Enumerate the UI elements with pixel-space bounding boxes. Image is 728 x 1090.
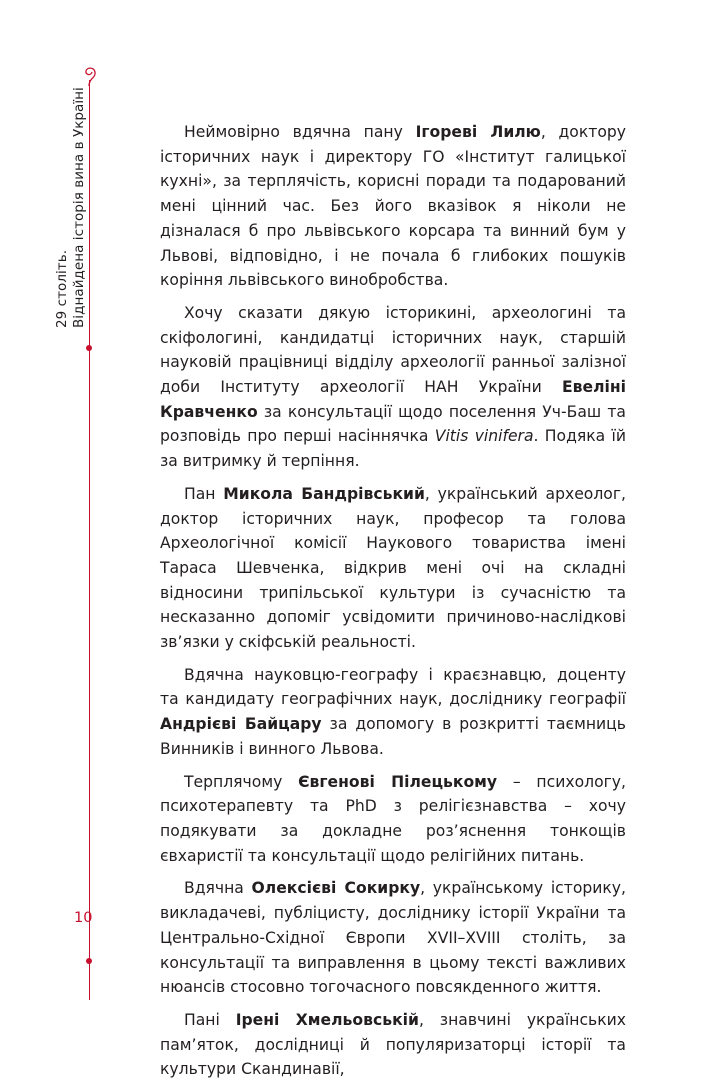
text-run: . Подяка їй за витримку й терпіння. xyxy=(160,427,627,471)
text-run: , знавчині українських пам’яток, дослідниці й популяризаторці історії та культури Скандинавії, xyxy=(160,1010,626,1079)
paragraph xyxy=(160,770,626,869)
text-run: Неймовірно вдячна пану xyxy=(184,123,416,141)
text-run: Vitis vinifera xyxy=(434,427,534,446)
paragraph xyxy=(160,482,626,655)
paragraph xyxy=(160,663,626,762)
text-run: за допомогу в розкритті таємниць Винників і винного Львова. xyxy=(160,715,626,758)
text-run: – психологу, психотерапевту та PhD з релігієзнавства – хочу подякувати за докладне роз’яснення тонкощів євхаристії та консультації щодо релігійних питань. xyxy=(160,772,626,865)
text-run: , український археолог, доктор історичних наук, професор та голова Археологічної комісії Наукового товариства імені Тараса Шевченка, відкрив мені очі на складні відносини трипільської культури із сучасністю та несказанно допоміг усвідомити причиново-наслідкові зв’язки у скіфській реальності. xyxy=(160,484,626,652)
text-run: за консультації щодо поселення Уч-Баш та розповідь про перші насіннячка xyxy=(160,402,626,446)
person-name: Андрієві Байцару xyxy=(160,715,322,734)
text-run: Вдячна науковцю-географу і краєзнавцю, доценту та кандидату географічних наук, досліднику географії xyxy=(160,665,626,709)
paragraph xyxy=(160,301,626,474)
text-run: , доктору історичних наук і директору ГО «Інститут галицької кухні», за терплячість, корисні поради та подарований мені цінний час. Без його вказівок я ніколи не дізналася б про львівського корсара та винний бум у Львові, відповідно, і не почала б глибоких пошуків коріння львівського винобробства. xyxy=(160,123,626,290)
person-name: Ірені Хмельовській xyxy=(235,1010,419,1029)
text-run: Хочу сказати дякую історикині, археологині та скіфологині, кандидатці історичних наук, старшій науковій працівниці відділу археології ранньої залізної доби Інституту археології НАН України xyxy=(160,303,626,397)
page-number: 10 xyxy=(74,910,93,926)
running-head-line1: 29 століть. xyxy=(54,249,70,328)
text-run: , українському історику, викладачеві, публіцисту, досліднику історії України та Центрально-Східної Європи XVII–XVIII століть, за консультації та виправлення в цьому тексті важливих нюансів стосовно тогочасного повсякденного життя. xyxy=(160,879,626,997)
sidebar-rule xyxy=(89,80,90,1000)
paragraph xyxy=(160,1008,626,1082)
paragraph xyxy=(160,120,626,293)
running-head-line2: Віднайдена історія вина в Україні xyxy=(71,87,87,328)
person-name: Олексієві Сокирку xyxy=(251,879,421,898)
sidebar-dot-upper xyxy=(86,345,92,351)
body-text xyxy=(160,120,626,1090)
running-head xyxy=(54,87,88,328)
text-run: Пані xyxy=(184,1010,236,1029)
swirl-ornament-icon xyxy=(81,64,99,86)
person-name: Евеліні Кравченко xyxy=(160,378,626,421)
text-run: Вдячна xyxy=(184,879,252,898)
person-name: Микола Бандрівський xyxy=(223,484,425,503)
person-name: Ігореві Лилю xyxy=(415,123,541,141)
text-run: Терплячому xyxy=(184,772,299,791)
person-name: Євгенові Пілецькому xyxy=(298,772,498,791)
sidebar-dot-lower xyxy=(86,958,92,964)
text-run: Пан xyxy=(184,484,224,503)
paragraph xyxy=(160,876,626,1000)
